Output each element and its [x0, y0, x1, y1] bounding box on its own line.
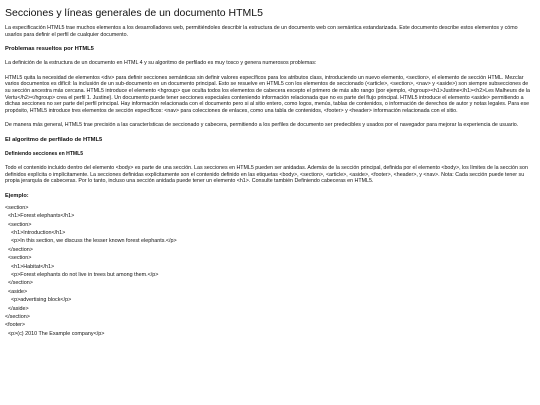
sections-heading: Definiendo secciones en HTML5: [5, 150, 84, 157]
code-line: <footer>: [5, 322, 26, 329]
example-label: Ejemplo:: [5, 192, 29, 199]
code-line: </section>: [5, 246, 33, 253]
sections-paragraph: Todo el contenido incluido dentro del elemento <body> es parte de una sección. Las secciones en HTML5 pueden ser anidadas. Además de la sección principal, definida por el elemento <body>, los límites de la sección son definidos explícita o implícitamente. La secciones definidas explícitamente son el contenido definido en las etiquetas <body>, <section>, <article>, <aside>, <footer>, <header>, y <nav>. Nota: Cada sección puede tener su propia jerarquía de cabeceras. Por lo tanto, incluso una sección anidada puede tener un elemento <h1>. Consulte también Definiendo cabeceras en HTML5.: [5, 164, 528, 185]
problems-paragraph-2: HTML5 quita la necesidad de elementos <div> para definir secciones semánticas sin definir valores específicos para los atributos class, introduciendo un nuevo elemento, <section>, el elemento de sección HTML. Mezclar varios documentos es difícil: la inclusión de un sub-documento en un documento principal. Esto se resuelve en HTML5 con los elementos de seccionado (<article>, <section>, <nav> y <aside>) son siempre subsecciones de su sección ancestra más cercana. HTML5 introduce el elemento <hgroup> que oculta todos los elementos de cabecera excepto el primero de más alto rango (por ejemplo, <hgroup><h1>Justine</h1><h2>Les Malheurs de la Vertu</h2></hgroup> crea el perfil 1. Justine). Un documento puede tener secciones especiales conteniendo información relacionada que no es parte del flujo principal. HTML5 introduce el elemento <aside> permitiendo a dichas secciones no ser parte del perfil principal. Hay información relacionada con el documento pero si al sitio entero, como logos, menús, tablas de contenidos, o información de derechos de autor y notas legales. Para ese propósito, HTML5 introduce tres elementos de sección específicos: <nav> para colecciones de enlaces, como una tabla de contenidos, <footer> y <header> información relacionada con el sitio.: [5, 74, 531, 114]
page-title: Secciones y líneas generales de un documento HTML5: [5, 7, 263, 19]
code-line: </aside>: [5, 305, 29, 312]
problems-paragraph-3: De manera más general, HTML5 trae precisión a las características de seccionado y cabecera, permitiendo a los perfiles de documento ser predecibles y usados por el navegador para mejorar la experiencia de usuario.: [5, 122, 519, 129]
code-line: <aside>: [5, 288, 28, 295]
code-line: <section>: [5, 255, 32, 262]
code-line: <section>: [5, 221, 32, 228]
code-line: <p>(c) 2010 The Example company</p>: [5, 330, 105, 337]
code-line: <h1>Forest elephants</h1>: [5, 213, 75, 220]
code-line: <p>advertising block</p>: [5, 297, 72, 304]
code-line: <p>Forest elephants do not live in trees but among them.</p>: [5, 271, 159, 278]
code-line: <section>: [5, 204, 29, 211]
problems-paragraph-1: La definición de la estructura de un documento en HTML 4 y su algoritmo de perfilado es muy tosco y genera numerosos problemas:: [5, 60, 317, 67]
code-line: </section>: [5, 314, 30, 320]
code-line: <h1>Introduction</h1>: [5, 229, 66, 236]
problems-heading: Problemas resueltos por HTML5: [5, 46, 94, 53]
code-example: [5, 204, 534, 339]
code-line: <p>In this section, we discuss the lesser known forest elephants.</p>: [5, 238, 177, 245]
code-line: <h1>Habitat</h1>: [5, 263, 55, 270]
code-line: </section>: [5, 280, 33, 287]
algorithm-heading: El algoritmo de perfilado de HTML5: [5, 136, 103, 143]
intro-paragraph: La especificación HTML5 trae muchos elementos a los desarrolladores web, permitiéndoles describir la estructura de un documento web con semántica estandarizada. Este documento describe estos elementos y cómo usarlos para definir el perfil de cualquier documento.: [5, 25, 518, 38]
